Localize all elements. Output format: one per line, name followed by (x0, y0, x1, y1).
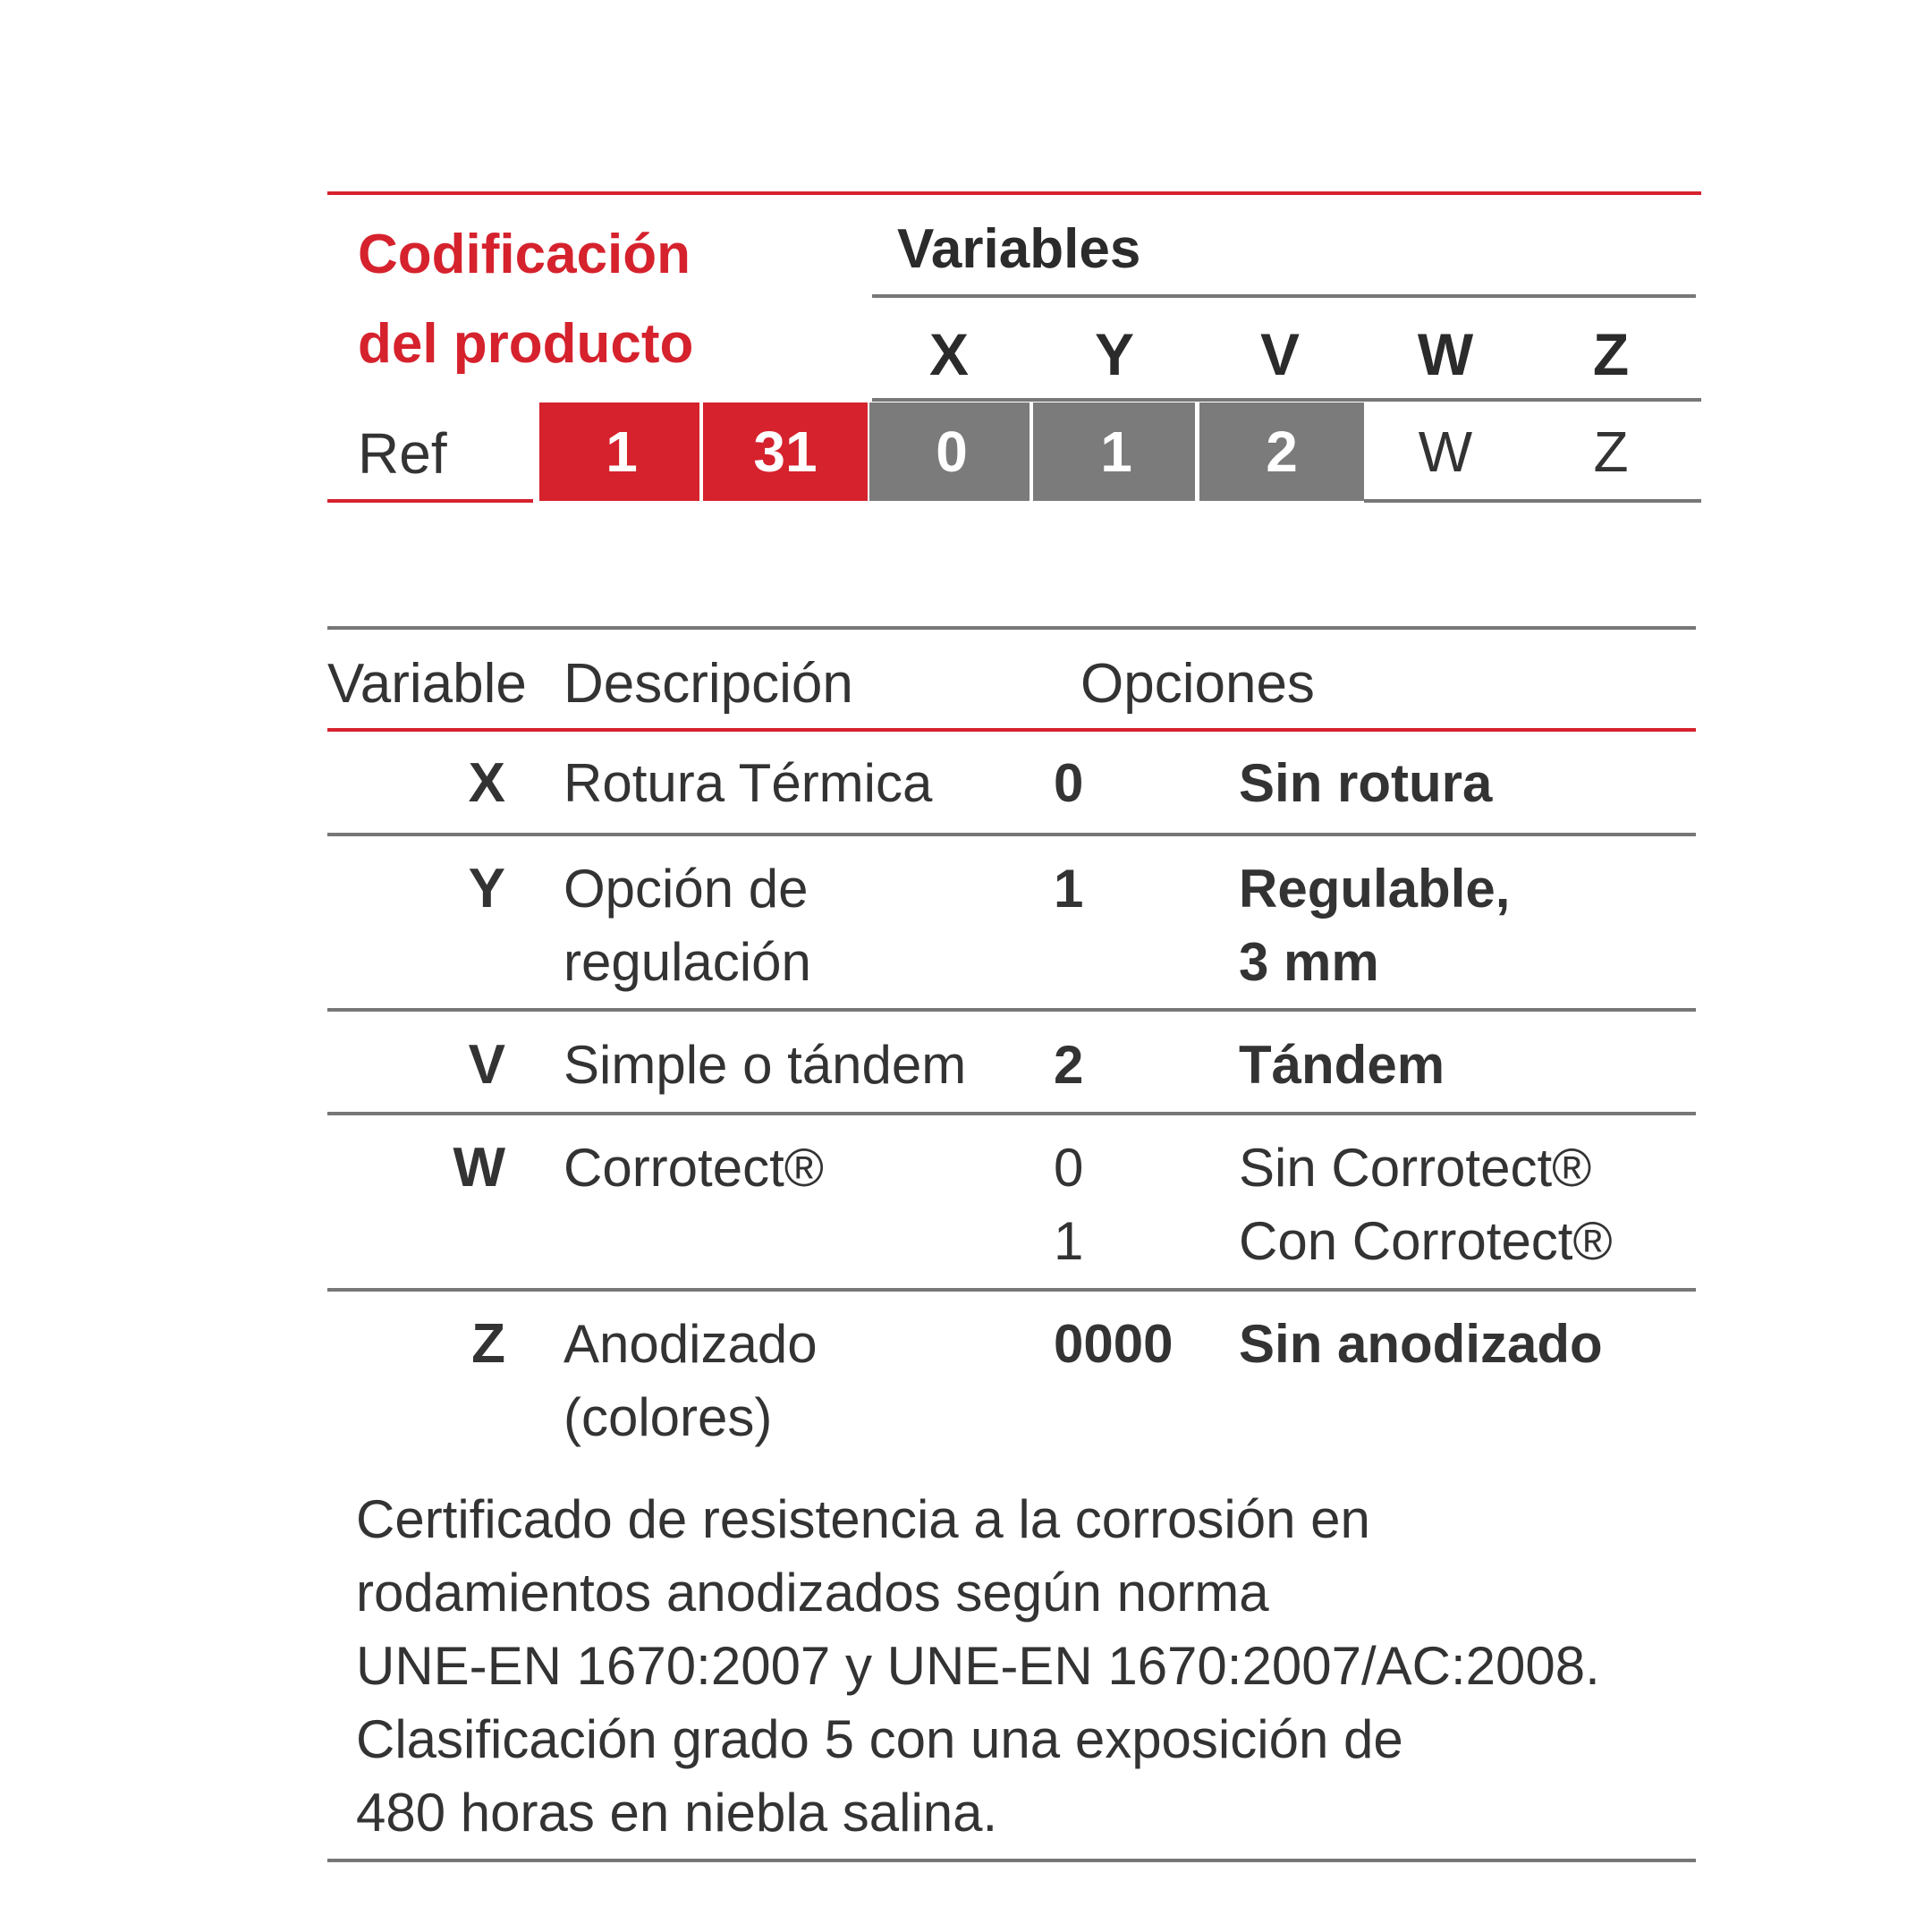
row-variable: Z (471, 1313, 505, 1375)
row-variable: W (453, 1137, 505, 1199)
row-code-line: 0000 (1054, 1314, 1174, 1374)
row-option (1239, 1029, 1704, 1102)
var-header-y: Y (1094, 321, 1135, 387)
headers-rule (872, 398, 1701, 402)
coding-title-line1: Codificación (358, 224, 691, 285)
th-description: Descripción (564, 653, 853, 715)
table-header-red-rule (327, 728, 1696, 732)
row-divider (327, 1112, 1696, 1115)
ref-cell-31: 31 (703, 402, 868, 501)
ref-cell-y-value: 1 (1034, 402, 1199, 501)
certification-note (356, 1483, 1698, 1850)
row-description-line: Rotura Térmica (564, 753, 933, 813)
ref-cell-x-value: 0 (869, 402, 1034, 501)
row-option (1239, 747, 1704, 820)
row-description-line: Corrotect® (564, 1138, 824, 1198)
row-description-line: Simple o tándem (564, 1035, 967, 1095)
row-option (1239, 852, 1704, 999)
ref-cell-z-placeholder: Z (1593, 419, 1629, 484)
row-code (1054, 1131, 1224, 1278)
row-divider (327, 1288, 1696, 1292)
row-description (564, 1308, 1029, 1454)
row-description-line: Anodizado (564, 1314, 818, 1374)
row-code (1054, 1308, 1224, 1381)
ref-cell-w-placeholder: W (1418, 419, 1473, 484)
variables-title: Variables (897, 218, 1141, 280)
ref-cell-v-value: 2 (1199, 402, 1364, 501)
cell-separator (699, 402, 703, 501)
variables-rule (872, 294, 1696, 298)
row-code-line: 0 (1054, 753, 1084, 813)
row-option-line: Sin Corrotect® (1239, 1138, 1592, 1198)
var-header-v: V (1259, 321, 1301, 387)
row-description-line: regulación (564, 932, 811, 992)
th-options: Opciones (1080, 653, 1315, 715)
note-line: 480 horas en niebla salina. (356, 1783, 998, 1843)
row-option-line: Sin rotura (1239, 753, 1493, 813)
var-header-z: Z (1592, 321, 1630, 387)
row-code-line: 1 (1054, 859, 1084, 919)
note-line: rodamientos anodizados según norma (356, 1563, 1269, 1623)
row-code-line: 2 (1054, 1035, 1084, 1095)
ref-cell-1: 1 (539, 402, 704, 501)
row-description (564, 747, 1029, 820)
note-line: Clasificación grado 5 con una exposición de (356, 1709, 1403, 1769)
row-code (1054, 747, 1224, 820)
row-option (1239, 1308, 1704, 1381)
table-bottom-rule (327, 1859, 1696, 1862)
row-description (564, 852, 1029, 999)
row-code (1054, 1029, 1224, 1102)
row-description-line: (colores) (564, 1387, 773, 1447)
row-description-line: Opción de (564, 859, 809, 919)
row-option-line: Con Corrotect® (1239, 1211, 1613, 1271)
ref-label: Ref (358, 421, 447, 486)
var-header-w: W (1417, 321, 1474, 387)
note-line: UNE-EN 1670:2007 y UNE-EN 1670:2007/AC:2008. (356, 1636, 1600, 1696)
row-code (1054, 852, 1224, 926)
coding-title (358, 210, 823, 389)
row-code-line: 1 (1054, 1211, 1084, 1271)
row-description (564, 1131, 1029, 1205)
row-variable: Y (468, 858, 505, 919)
cell-separator (1195, 402, 1199, 501)
row-option (1239, 1131, 1704, 1278)
top-red-rule (327, 191, 1701, 195)
wz-bottom-rule (1364, 499, 1701, 503)
coding-title-line2: del producto (358, 313, 694, 375)
row-option-line: Sin anodizado (1239, 1314, 1603, 1374)
ref-red-rule (327, 499, 533, 503)
row-description (564, 1029, 1029, 1102)
table-top-rule (327, 626, 1696, 630)
var-header-x: X (928, 321, 970, 387)
row-variable: X (468, 752, 505, 814)
row-divider (327, 833, 1696, 836)
row-divider (327, 1008, 1696, 1012)
row-option-line: Tándem (1239, 1035, 1445, 1095)
row-option-line: Regulable, (1239, 859, 1511, 919)
row-variable: V (468, 1034, 505, 1096)
row-option-line: 3 mm (1239, 932, 1379, 992)
th-variable: Variable (327, 653, 527, 715)
cell-separator (1030, 402, 1033, 501)
row-code-line: 0 (1054, 1138, 1084, 1198)
note-line: Certificado de resistencia a la corrosión en (356, 1489, 1370, 1549)
